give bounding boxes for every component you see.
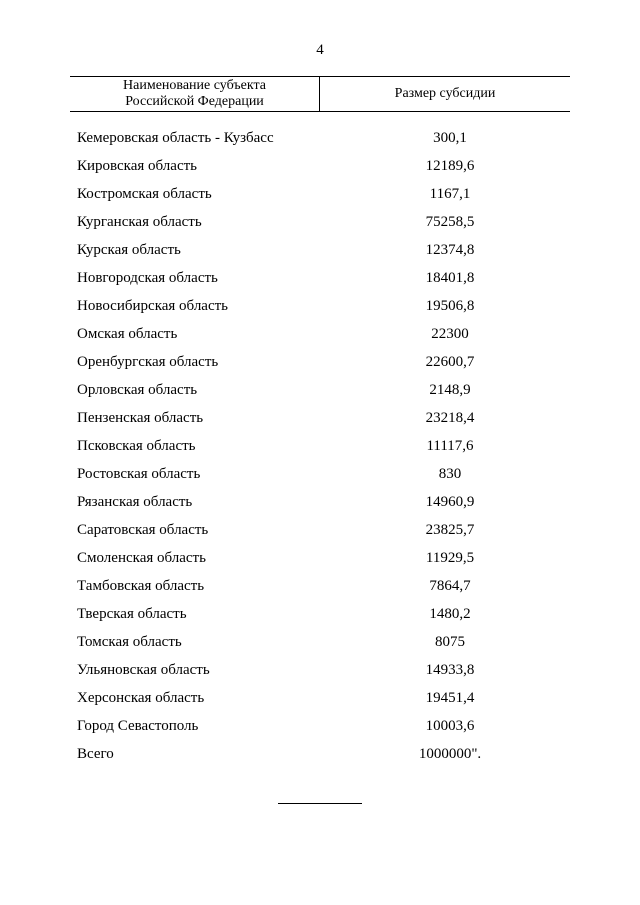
subsidy-amount: 18401,8 [425, 270, 475, 286]
table-row [0, 740, 640, 768]
table-row [0, 432, 640, 460]
table-row [0, 152, 640, 180]
subsidy-amount: 12189,6 [425, 158, 475, 174]
subject-name: Ульяновская область [77, 662, 210, 678]
subsidy-amount: 11117,6 [426, 438, 474, 454]
table-row [0, 180, 640, 208]
column-header-subject [70, 77, 320, 111]
subject-name: Рязанская область [77, 494, 193, 510]
subject-name: Тверская область [77, 606, 187, 622]
subsidy-amount: 12374,8 [425, 242, 475, 258]
subsidy-amount: 14933,8 [425, 662, 475, 678]
subsidy-amount: 7864,7 [429, 578, 471, 594]
subsidy-amount: 1480,2 [429, 606, 471, 622]
subsidy-amount: 300,1 [433, 130, 467, 146]
subject-name: Псковская область [77, 438, 196, 454]
column-header-amount [320, 77, 570, 111]
subsidy-amount: 75258,5 [425, 214, 475, 230]
table-row [0, 544, 640, 572]
subject-name: Смоленская область [77, 550, 206, 566]
subject-name: Херсонская область [77, 690, 205, 706]
table-row [0, 376, 640, 404]
subject-name: Тамбовская область [77, 578, 205, 594]
subject-name: Омская область [77, 326, 178, 342]
column-header-subject-line2: Российской Федерации [125, 94, 264, 109]
subsidy-amount: 22300 [431, 326, 469, 342]
table-row [0, 348, 640, 376]
subject-name: Костромская область [77, 186, 212, 202]
table-row [0, 600, 640, 628]
page-number: 4 [316, 42, 324, 58]
subject-name: Курганская область [77, 214, 202, 230]
subject-name: Новгородская область [77, 270, 218, 286]
subject-name: Город Севастополь [77, 718, 199, 734]
subsidy-amount: 23825,7 [425, 522, 475, 538]
subject-name: Томская область [77, 634, 182, 650]
column-header-subject-line1: Наименование субъекта [123, 78, 266, 93]
table-body [0, 124, 640, 768]
subsidy-amount: 11929,5 [425, 550, 475, 566]
subsidy-amount: 1167,1 [429, 186, 471, 202]
table-row [0, 712, 640, 740]
subject-name: Ростовская область [77, 466, 201, 482]
subsidy-amount: 8075 [435, 634, 465, 650]
subsidy-amount: 830 [438, 466, 462, 482]
subsidy-amount: 22600,7 [425, 354, 475, 370]
table-row [0, 208, 640, 236]
subject-name: Кировская область [77, 158, 198, 174]
table-row [0, 460, 640, 488]
table-row [0, 236, 640, 264]
table-row [0, 124, 640, 152]
table-header [70, 76, 570, 112]
subsidy-amount: 10003,6 [425, 718, 475, 734]
subsidy-amount: 23218,4 [425, 410, 475, 426]
footer-divider [278, 803, 362, 804]
subsidy-amount: 2148,9 [429, 382, 471, 398]
subject-name: Новосибирская область [77, 298, 229, 314]
table-row [0, 572, 640, 600]
table-row [0, 488, 640, 516]
table-row [0, 628, 640, 656]
table-row [0, 656, 640, 684]
subject-name: Саратовская область [77, 522, 209, 538]
column-header-amount-label: Размер субсидии [394, 86, 496, 101]
subject-name: Орловская область [77, 382, 198, 398]
subject-name: Оренбургская область [77, 354, 219, 370]
table-row [0, 404, 640, 432]
subject-name: Кемеровская область - Кузбасс [77, 130, 274, 146]
table-row [0, 264, 640, 292]
table-row [0, 516, 640, 544]
subject-name: Курская область [77, 242, 181, 258]
table-row [0, 684, 640, 712]
table-row [0, 320, 640, 348]
subject-name: Пензенская область [77, 410, 204, 426]
table-row [0, 292, 640, 320]
subsidy-amount: 1000000". [418, 746, 482, 762]
subsidy-amount: 19506,8 [425, 298, 475, 314]
subsidy-amount: 19451,4 [425, 690, 475, 706]
subsidy-amount: 14960,9 [425, 494, 475, 510]
subject-name: Всего [77, 746, 114, 762]
